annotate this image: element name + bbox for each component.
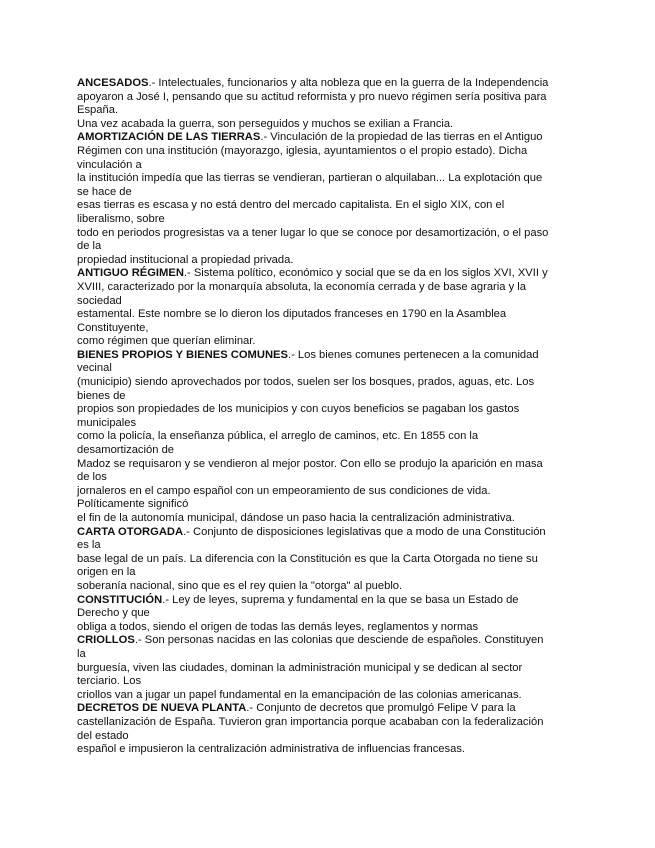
definition-text: del estado [77, 729, 129, 742]
entry-text-line [77, 716, 577, 730]
definition-text: propiedad institucional a propiedad privada. [77, 253, 294, 266]
entry-text-line [77, 308, 577, 322]
entry-text-line [77, 566, 577, 580]
definition-text: vecinal [77, 362, 112, 375]
entry-text-line [77, 281, 577, 295]
definition-text: base legal de un país. La diferencia con la Constitución es que la Carta Otorgada no tiene su [77, 552, 538, 565]
glossary-entry [77, 267, 577, 349]
definition-text: se hace de [77, 185, 132, 198]
entry-text-line [77, 172, 577, 186]
glossary-body [77, 77, 577, 757]
definition-text: de los [77, 471, 107, 484]
definition-text: el fin de la autonomía municipal, dándose un paso hacia la centralización administrativa. [77, 512, 515, 524]
glossary-term: AMORTIZACIÓN DE LAS TIERRAS [77, 131, 261, 144]
entry-text-line [77, 539, 577, 553]
entry-text-line [77, 295, 577, 309]
definition-text: terciario. Los [77, 675, 142, 688]
entry-first-line [77, 526, 577, 540]
definition-text: apoyaron a José I, pensando que su actitud reformista y pro nuevo régimen sería positiva para [77, 90, 547, 103]
definition-text: soberanía nacional, sino que es el rey quien la "otorga" al pueblo. [77, 579, 403, 592]
entry-text-line [77, 743, 577, 757]
definition-text: XVIII, caracterizado por la monarquía absoluta, la economía cerrada y de base agraria y la [77, 280, 526, 293]
glossary-entry [77, 349, 577, 526]
definition-text: propios son propiedades de los municipios y con cuyos beneficios se pagaban los gastos [77, 403, 520, 416]
definition-text: jornaleros en el campo español con un empeoramiento de sus condiciones de vida. [77, 484, 491, 497]
definition-text: como la policía, la enseñanza pública, el arreglo de caminos, etc. En 1855 con la [77, 430, 479, 443]
glossary-entry [77, 594, 577, 635]
definition-text: vinculación a [77, 158, 142, 171]
entry-text-line [77, 498, 577, 512]
entry-text-line [77, 553, 577, 567]
glossary-term: ANCESADOS [77, 77, 149, 89]
entry-first-line [77, 77, 577, 91]
glossary-term: ANTIGUO RÉGIMEN [77, 267, 184, 280]
definition-text: sociedad [77, 294, 122, 307]
entry-first-line [77, 594, 577, 608]
entry-text-line [77, 689, 577, 703]
entry-text-line [77, 186, 577, 200]
definition-text: obliga a todos, siendo el origen de todas las demás leyes, reglamentos y normas [77, 620, 479, 633]
definition-text: municipales [77, 416, 137, 429]
definition-text: Políticamente significó [77, 498, 189, 511]
definition-text: .- Sistema político, económico y social que se da en los siglos XVI, XVII y [183, 267, 548, 280]
definition-text: estamental. Este nombre se lo dieron los diputados franceses en 1790 en la Asamblea [77, 308, 507, 321]
entry-text-line [77, 417, 577, 431]
definition-text: es la [77, 539, 101, 552]
definition-text: (municipio) siendo aprovechados por todos, suelen ser los bosques, prados, aguas, etc. Los [77, 376, 535, 389]
definition-text: castellanización de España. Tuvieron gran importancia porque acababan con la federalización [77, 715, 544, 728]
entry-text-line [77, 227, 577, 241]
definition-text: .- Conjunto de decretos que promulgó Felipe V para la [246, 702, 516, 715]
glossary-term: BIENES PROPIOS Y BIENES COMUNES [77, 348, 288, 361]
definition-text: desamortización de [77, 444, 175, 457]
definition-text: España. [77, 104, 119, 117]
definition-text: bienes de [77, 389, 126, 402]
definition-text: la [77, 647, 86, 660]
entry-text-line [77, 213, 577, 227]
entry-text-line [77, 580, 577, 594]
entry-text-line [77, 240, 577, 254]
glossary-entry [77, 634, 577, 702]
entry-text-line [77, 145, 577, 159]
definition-text: esas tierras es escasa y no está dentro del mercado capitalista. En el siglo XIX, con el [77, 199, 505, 212]
glossary-term: CRIOLLOS [77, 634, 135, 647]
definition-text: origen en la [77, 566, 136, 579]
entry-text-line [77, 444, 577, 458]
glossary-entry [77, 526, 577, 594]
definition-text: Madoz se requisaron y se vendieron al mejor postor. Con ello se produjo la aparición en masa [77, 457, 543, 470]
entry-text-line [77, 730, 577, 744]
definition-text: .- Ley de leyes, suprema y fundamental en la que se basa un Estado de [162, 593, 519, 606]
entry-first-line [77, 349, 577, 363]
glossary-term: CONSTITUCIÓN [77, 593, 163, 606]
entry-text-line [77, 621, 577, 635]
entry-text-line [77, 512, 577, 526]
entry-first-line [77, 634, 577, 648]
entry-first-line [77, 131, 577, 145]
entry-text-line [77, 91, 577, 105]
entry-text-line [77, 199, 577, 213]
entry-text-line [77, 118, 577, 132]
definition-text: Una vez acabada la guerra, son perseguidos y muchos se exilian a Francia. [77, 117, 454, 130]
entry-text-line [77, 485, 577, 499]
entry-text-line [77, 335, 577, 349]
glossary-entry [77, 131, 577, 267]
definition-text: de la [77, 240, 102, 253]
definition-text: criollos van a jugar un papel fundamental en la emancipación de las colonias americanas. [77, 688, 522, 701]
entry-text-line [77, 362, 577, 376]
glossary-entry [77, 702, 577, 756]
definition-text: Constituyente, [77, 321, 149, 334]
definition-text: .- Son personas nacidas en las colonias que desciende de españoles. Constituyen [134, 634, 544, 647]
glossary-term: CARTA OTORGADA [77, 525, 184, 538]
definition-text: Derecho y que [77, 607, 150, 620]
definition-text: liberalismo, sobre [77, 212, 165, 225]
entry-text-line [77, 322, 577, 336]
entry-text-line [77, 648, 577, 662]
entry-text-line [77, 607, 577, 621]
definition-text: .- Los bienes comunes pertenecen a la comunidad [287, 348, 539, 361]
glossary-entry [77, 77, 577, 131]
entry-text-line [77, 159, 577, 173]
definition-text: como régimen que querían eliminar. [77, 335, 256, 348]
entry-text-line [77, 675, 577, 689]
definition-text: Régimen con una institución (mayorazgo, iglesia, ayuntamientos o el propio estado). Dicha [77, 144, 528, 157]
glossary-term: DECRETOS DE NUEVA PLANTA [77, 702, 247, 715]
entry-first-line [77, 267, 577, 281]
entry-text-line [77, 458, 577, 472]
entry-text-line [77, 471, 577, 485]
entry-text-line [77, 430, 577, 444]
entry-text-line [77, 104, 577, 118]
definition-text: .- Conjunto de disposiciones legislativas que a modo de una Constitución [183, 525, 546, 538]
entry-text-line [77, 662, 577, 676]
entry-text-line [77, 403, 577, 417]
definition-text: burguesía, viven las ciudades, dominan la administración municipal y se dedican al sector [77, 661, 523, 674]
entry-text-line [77, 390, 577, 404]
definition-text: .- Vinculación de la propiedad de las tierras en el Antiguo [260, 131, 543, 144]
entry-text-line [77, 376, 577, 390]
definition-text: español e impusieron la centralización administrativa de influencias francesas. [77, 743, 466, 756]
entry-first-line [77, 702, 577, 716]
definition-text: .- Intelectuales, funcionarios y alta nobleza que en la guerra de la Independencia [148, 77, 549, 89]
definition-text: la institución impedía que las tierras se vendieran, partieran o alquilaban... La explotación que [77, 172, 543, 185]
definition-text: todo en periodos progresistas va a tener lugar lo que se conoce por desamortización, o el paso [77, 226, 549, 239]
entry-text-line [77, 254, 577, 268]
